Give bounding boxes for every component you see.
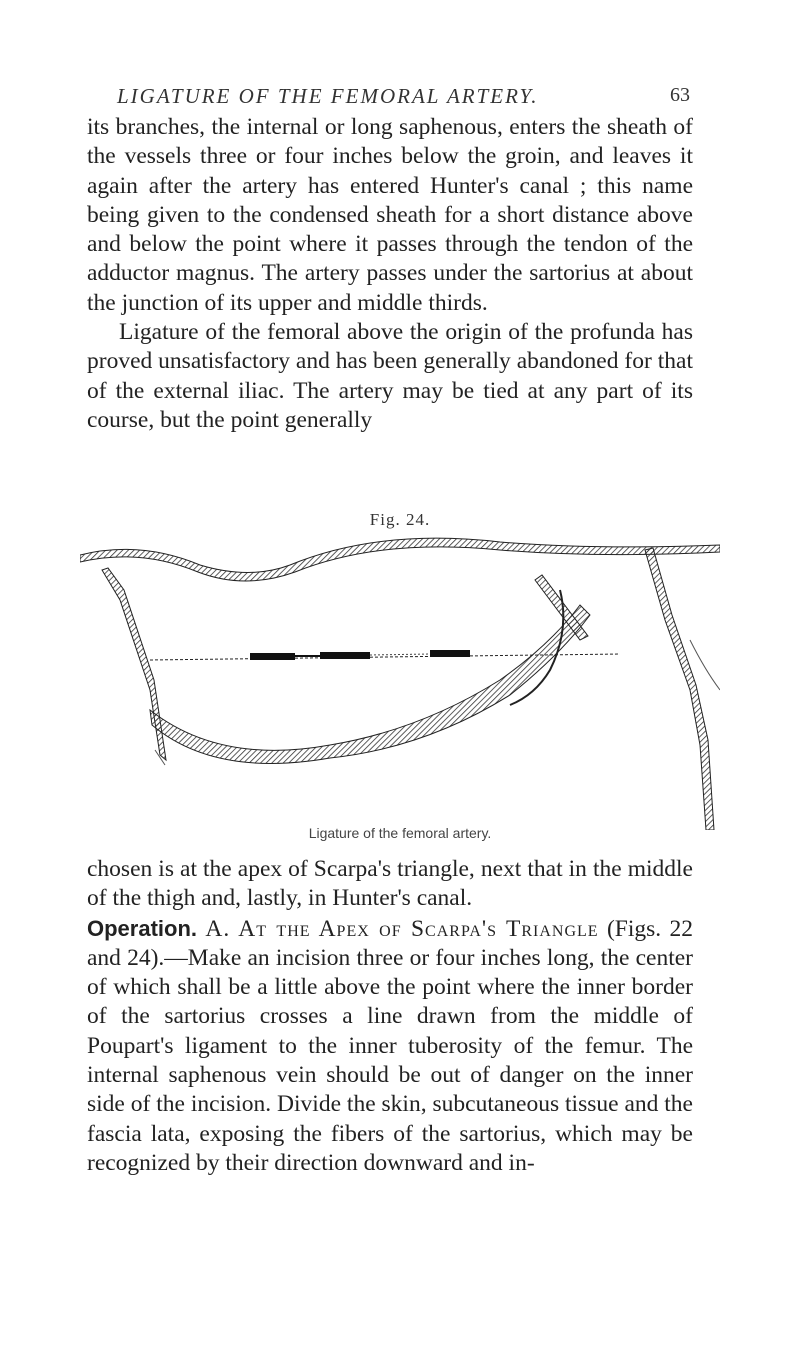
text-block-top <box>87 113 693 435</box>
paragraph: its branches, the internal or long saphenous, enters the sheath of the vessels three or four inches below the groin, and leaves it again after the artery has entered Hunter's canal ; this name being given to the condensed sheath for a short distance above and below the point where it passes through the tendon of the adductor magnus. The artery passes under the sartorius at about the junction of its upper and middle thirds. <box>87 114 693 316</box>
right-retractor <box>645 548 714 830</box>
lower-skin-edge <box>150 605 590 763</box>
paragraph <box>87 855 693 1178</box>
figure-label: Fig. 24. <box>369 510 431 529</box>
ligature-knot <box>320 652 370 659</box>
continuation-text: chosen is at the apex of Scarpa's triangle, next that in the middle of the thigh and, lastly, in Hunter's canal. <box>87 856 693 912</box>
ligature-thread <box>370 654 430 655</box>
figure-illustration <box>80 530 720 830</box>
ligature-knot <box>430 650 470 657</box>
ligature-knot <box>250 653 295 660</box>
figure-caption: Ligature of the femoral artery. <box>308 825 492 841</box>
paragraph: Ligature of the femoral above the origin of the profunda has proved unsatisfactory and has been generally abandoned for that of the external iliac. The artery may be tied at any part of its course, but the point generally <box>87 319 693 433</box>
page-number: 63 <box>670 84 690 106</box>
text-block-bottom <box>87 855 693 1178</box>
operation-subheading: A. At the Apex of Scarpa's Triangle <box>205 915 599 942</box>
operation-text: (Figs. 22 and 24).—Make an incision three or four inches long, the center of which shall be a little above the point where the inner border of the sartorius crosses a line drawn from the middle of Poupart's ligament to the inner tuberosity of the femur. The internal saphenous vein should be out of danger on the inner side of the incision. Divide the skin, subcutaneous tissue and the fascia lata, exposing the fibers of the sartorius, which may be recognized by their direction downward and in- <box>87 915 694 1176</box>
running-title: LIGATURE OF THE FEMORAL ARTERY. <box>117 84 539 108</box>
upper-skin-edge <box>80 538 720 581</box>
left-retractor <box>102 568 166 760</box>
operation-heading: Operation. <box>87 915 198 941</box>
